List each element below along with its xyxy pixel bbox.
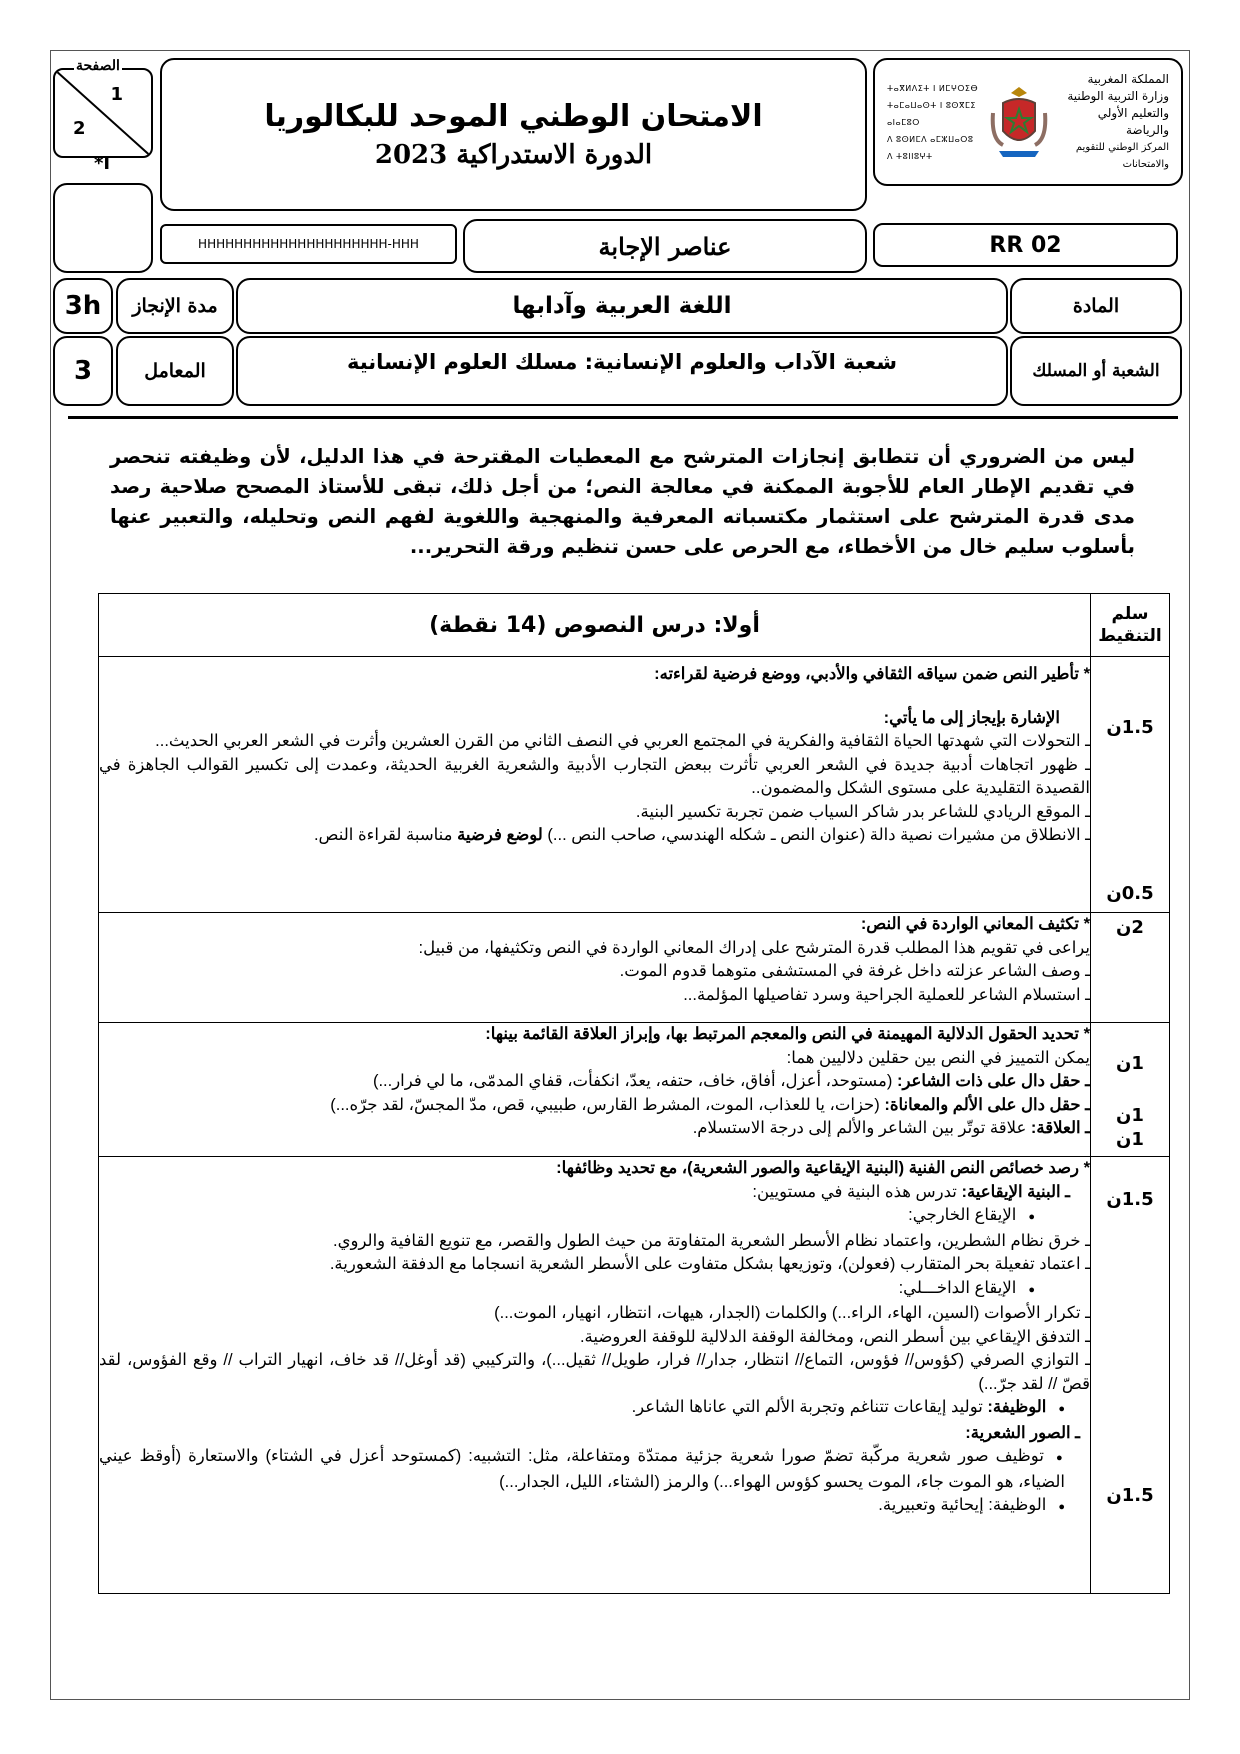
s4-func: ● الوظيفة: توليد إيقاعات تتناغم وتجربة الألم التي عاناها الشاعر. xyxy=(99,1396,1065,1422)
s3-score-2: 1ن xyxy=(1116,1105,1144,1126)
exam-code-box xyxy=(160,224,457,264)
s3-content xyxy=(99,1023,1091,1157)
s3-score-cell xyxy=(1091,1023,1170,1157)
tifinagh-line-1: ⵜⴰⴳⵍⴷⵉⵜ ⵏ ⵍⵎⵖⵔⵉⴱ xyxy=(887,83,979,93)
s1-score-cell xyxy=(1091,657,1170,913)
exam-title-box xyxy=(160,58,867,211)
score-header: سلم التنقيط xyxy=(1098,604,1162,646)
s4-int-item-3: ـ التوازي الصرفي (كؤوس// فؤوس، التماع// انتظار، جدار// فرار، طويل// ثقيل...)، والتركيبي (قد أوغل// قد خاف، انهيار التراب // وقع الفؤوس، لقد قصّ // لقد جرّ...) xyxy=(99,1351,1090,1393)
s3-field-1: ـ حقل دال على ذات الشاعر: (مستوحد، أعزل، أفاق، خاف، حتفه، يعدّ، انكفأت، قفاي المدمّى، ما لي فرار...) xyxy=(372,1072,1090,1090)
s4-content xyxy=(99,1157,1091,1594)
answer-elements-label: عناصر الإجابة xyxy=(598,231,732,261)
exam-title: الامتحان الوطني الموحد للبكالوريا xyxy=(264,99,763,134)
coef-label-box xyxy=(116,336,234,406)
subject-value: اللغة العربية وآدابها xyxy=(512,293,732,319)
duration-label-box xyxy=(116,278,234,334)
s3-heading: * تحديد الحقول الدلالية المهيمنة في النص والمعجم المرتبط بها، وإبراز العلاقة القائمة بينها: xyxy=(485,1025,1090,1043)
page-mark: *I xyxy=(94,153,111,174)
exam-ref: RR 02 xyxy=(989,232,1062,258)
s1-content xyxy=(99,657,1091,913)
ministry-line-3: والتعليم الأولي والرياضة xyxy=(1097,106,1169,137)
duration-value-box xyxy=(53,278,113,334)
exam-session: الدورة الاستدراكية 2023 xyxy=(374,140,653,170)
ministry-line-4: المركز الوطني للتقويم والامتحانات xyxy=(1075,142,1169,170)
s2-score: 2ن xyxy=(1116,917,1144,938)
s1-item-2: ـ ظهور اتجاهات أدبية جديدة في الشعر العربي تأثرت ببعض التجارب الأدبية والشعرية الغربية الحديثة، وعمدت إلى تكسير القوالب الجاهزة في القصيدة التقليدية على مستوى الشكل والمضمون.. xyxy=(99,755,1090,797)
s3-score-1: 1ن xyxy=(1116,1053,1144,1074)
s4-int-item-1: ـ تكرار الأصوات (السين، الهاء، الراء...) والكلمات (الجدار، هيهات، انتظار، انهيار، الموت...) xyxy=(494,1304,1090,1322)
s1-item-1: ـ التحولات التي شهدتها الحياة الثقافية والفكرية في المجتمع العربي في النصف الثاني من القرن العشرين وأثرت في الشعر العربي الحديث... xyxy=(155,732,1090,750)
ministry-name xyxy=(1059,71,1169,173)
s4-func-list xyxy=(99,1396,1090,1422)
ministry-line-1: المملكة المغربية xyxy=(1087,72,1169,86)
s3-field-3: ـ العلاقة: علاقة توتّر بين الشاعر والألم إلى درجة الاستسلام. xyxy=(692,1119,1090,1137)
coat-of-arms-icon xyxy=(989,83,1049,161)
s1-item-3: ـ الموقع الريادي للشاعر بدر شاكر السياب ضمن تجربة تكسير البنية. xyxy=(635,802,1090,821)
page-label: الصفحة xyxy=(76,58,120,74)
tifinagh-line-3: ⴷ ⵓⵙⵍⵎⴷ ⴰⵎⵣⵡⴰⵔⵓ ⴷ ⵜⵓⵏⵏⵓⵖⵜ xyxy=(887,134,974,161)
grading-table xyxy=(98,593,1170,1594)
s4-img-item-2: ● الوظيفة: إيحائية وتعبيرية. xyxy=(99,1494,1065,1520)
s4-ext-label-list xyxy=(99,1204,1090,1230)
s1-score-1: 1.5ن xyxy=(1106,717,1154,738)
s1-score-2: 0.5ن xyxy=(1106,883,1154,904)
s3-score-3: 1ن xyxy=(1116,1129,1144,1150)
s4-int-item-2: ـ التدفق الإيقاعي بين أسطر النص، ومخالفة الوقفة الدلالية للوقفة العروضية. xyxy=(579,1327,1090,1346)
page-number-box xyxy=(53,68,153,158)
branch-value-box xyxy=(236,336,1008,406)
candidate-code-box xyxy=(53,183,153,273)
subject-label-box xyxy=(1010,278,1182,334)
subject-value-box xyxy=(236,278,1008,334)
s2-score-cell xyxy=(1091,913,1170,1023)
page-diagonal xyxy=(55,70,153,158)
coef-value-box xyxy=(53,336,113,406)
s4-ext-label: ● الإيقاع الخارجي: xyxy=(99,1204,1035,1230)
s4-ext-item-1: ـ خرق نظام الشطرين، واعتماد نظام الأسطر الشعرية المتفاوتة من حيث الطول والقصر، مع تنويع القافية والروي. xyxy=(332,1231,1090,1250)
s4-score-cell xyxy=(1091,1157,1170,1594)
ministry-box xyxy=(873,58,1183,186)
ministry-tifinagh xyxy=(887,80,979,165)
s3-field-2: ـ حقل دال على الألم والمعاناة: (حزات، يا للعذاب، الموت، المشرط القارس، طبيبي، قص، مدّ المجسّ، لقد جرّه...) xyxy=(330,1095,1090,1114)
coef-label: المعامل xyxy=(144,360,206,382)
tifinagh-line-2: ⵜⴰⵎⴰⵡⴰⵙⵜ ⵏ ⵓⵙⴳⵎⵉ ⴰⵏⴰⵎⵓⵔ xyxy=(887,100,976,127)
coef-value: 3 xyxy=(73,356,93,386)
ministry-line-2: وزارة التربية الوطنية xyxy=(1067,89,1169,103)
section-title: أولا: درس النصوص (14 نقطة) xyxy=(429,612,760,638)
duration-value: 3h xyxy=(64,291,102,321)
s4-score-1: 1.5ن xyxy=(1106,1189,1154,1210)
s4-images-list xyxy=(99,1445,1090,1520)
s4-images-heading: ـ الصور الشعرية: xyxy=(965,1423,1080,1442)
answer-elements-box xyxy=(463,219,867,273)
branch-value: شعبة الآداب والعلوم الإنسانية: مسلك العلوم الإنسانية xyxy=(346,350,897,374)
s3-intro: يمكن التمييز في النص بين حقلين دلاليين هما: xyxy=(786,1048,1090,1067)
s4-rhythm: ـ البنية الإيقاعية: تدرس هذه البنية في مستويين: xyxy=(752,1182,1070,1201)
s4-heading: * رصد خصائص النص الفنية (البنية الإيقاعية والصور الشعرية)، مع تحديد وظائفها: xyxy=(556,1159,1090,1177)
s4-score-2: 1.5ن xyxy=(1106,1485,1154,1506)
s2-item-1: يراعى في تقويم هذا المطلب قدرة المترشح على إدراك المعاني الواردة في النص وتكثيفها، من قبيل: xyxy=(418,938,1090,957)
s4-int-label: ● الإيقاع الداخـــلي: xyxy=(99,1277,1035,1303)
page-total: 2 xyxy=(73,118,86,139)
s2-item-2: ـ وصف الشاعر عزلته داخل غرفة في المستشفى متوهما قدوم الموت. xyxy=(619,962,1090,980)
duration-label: مدة الإنجاز xyxy=(132,295,218,317)
score-header-cell xyxy=(1091,594,1170,657)
ref-box xyxy=(873,223,1178,267)
s2-item-3: ـ استسلام الشاعر للعملية الجراحية وسرد تفاصيلها المؤلمة... xyxy=(683,985,1090,1004)
s1-item-4: ـ الانطلاق من مشيرات نصية دالة (عنوان النص ـ شكله الهندسي، صاحب النص ...) لوضع فرضية مناسبة لقراءة النص. xyxy=(313,826,1090,844)
exam-code: HHHHHHHHHHHHHHHHHHHHH-HHH xyxy=(198,237,419,251)
s2-content xyxy=(99,913,1091,1023)
branch-label-box xyxy=(1010,336,1182,406)
header-divider xyxy=(68,416,1178,419)
s4-int-label-list xyxy=(99,1277,1090,1303)
subject-label: المادة xyxy=(1072,295,1120,317)
s2-heading: * تكثيف المعاني الواردة في النص: xyxy=(860,915,1090,933)
s4-ext-item-2: ـ اعتماد تفعيلة بحر المتقارب (فعولن)، وتوزيعها بشكل متفاوت على الأسطر الشعرية انسجاما مع الدفقة الشعورية. xyxy=(329,1255,1090,1273)
s4-img-item-1: ● توظيف صور شعرية مركّبة تضمّ صورا شعرية جزئية ممتدّة ومتفاعلة، مثل: التشبيه: (كمستوحد أعزل في الشتاء) والاستعارة (أوقظ عيني الضياء، هو الموت جاء، الموت يحسو كؤوس الهواء...) والرمز (الشتاء، الليل، الجدار...) xyxy=(99,1445,1065,1494)
page-number: 1 xyxy=(110,84,123,105)
s1-heading: * تأطير النص ضمن سياقه الثقافي والأدبي، ووضع فرضية لقراءته: xyxy=(654,665,1090,683)
section-title-cell xyxy=(99,594,1091,657)
branch-label: الشعبة أو المسلك xyxy=(1032,361,1160,381)
intro-paragraph: ليس من الضروري أن تتطابق إنجازات المترشح مع المعطيات المقترحة في هذا الدليل، لأن وظيفته تنحصر في تقديم الإطار العام للأجوبة الممكنة في معالجة النص؛ من أجل ذلك، تبقى للأستاذ المصحح صلاحية رصد مدى قدرة المترشح على استثمار مكتسباته المعرفية والمنهجية واللغوية لفهم النص وتحليله، والتعبير عنها بأسلوب سليم خال من الأخطاء، مع الحرص على حسن تنظيم ورقة التحرير... xyxy=(110,445,1135,558)
s1-subheading: الإشارة بإيجاز إلى ما يأتي: xyxy=(883,708,1060,727)
